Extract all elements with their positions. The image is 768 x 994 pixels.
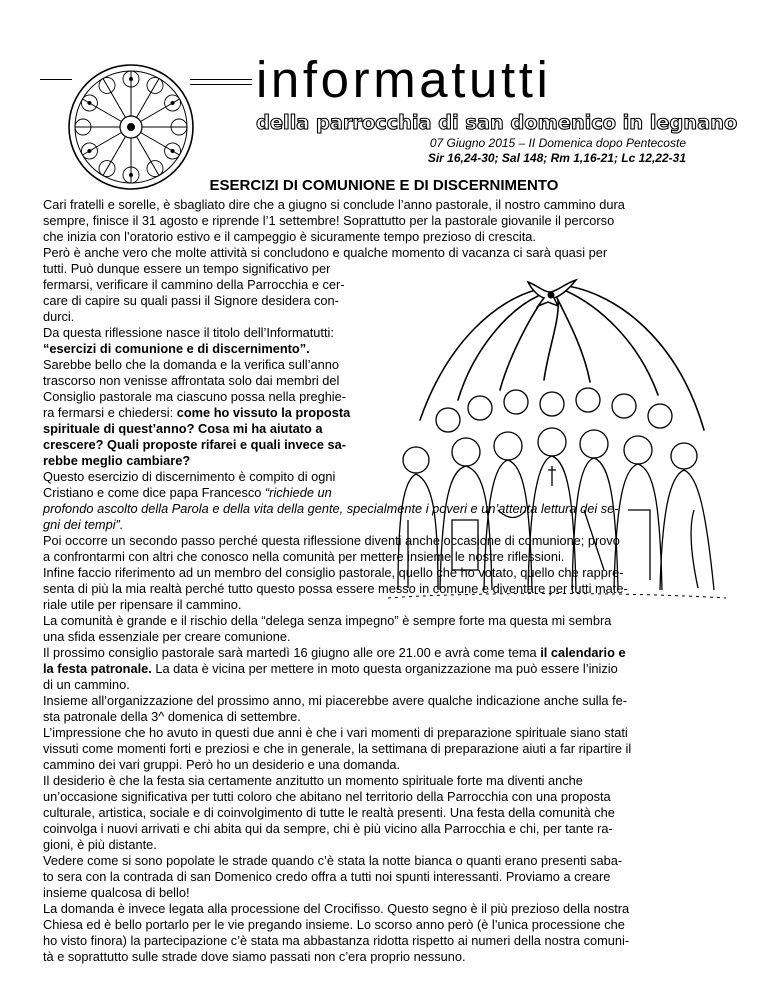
article-line: Da questa riflessione nasce il titolo dell’Informatutti: <box>43 325 334 340</box>
masthead-title: informatutti <box>256 51 552 108</box>
article-line: insieme qualcosa di bello! <box>43 885 190 900</box>
article-line: profondo ascolto della Parola e della vita della gente, specialmente i poveri e un’attenta lettura dei se- <box>43 501 619 516</box>
masthead-subtitle: della parrocchia di san domenico in legnano <box>256 111 738 134</box>
article-line: tà e soprattutto sulle strade dove siamo passati non c’era proprio nessuno. <box>43 949 466 964</box>
article-line: to sera con la contrada di san Domenico credo offra a tutti noi spunti interessanti. Proviamo a creare <box>43 869 611 884</box>
article-line: Però è anche vero che molte attività si concludono e qualche momento di vacanza ci sarà quasi per <box>43 245 608 260</box>
article-text: Il prossimo consiglio pastorale sarà martedì 16 giugno alle ore 21.00 e avrà come tema <box>43 645 541 660</box>
header-rule-right-bottom <box>190 84 252 85</box>
article-line: “esercizi di comunione e di discernimento”. <box>43 341 310 356</box>
article-line: crescere? Quali proposte rifarei e quali invece sa- <box>43 437 346 452</box>
article-emphasis: la festa patronale. <box>43 661 152 676</box>
article-line: care di capire su quali passi il Signore desidera con- <box>43 293 339 308</box>
article-line: di un cammino. <box>43 677 130 692</box>
article-line: Consiglio pastorale ma ciascuno possa nella preghie- <box>43 389 347 404</box>
article-line: senta di più la mia realtà perché tutto questo possa essere messo in comune e diventare per tutti mate- <box>43 581 628 596</box>
article-emphasis: come ho vissuto la proposta <box>176 405 351 420</box>
article-emphasis: il calendario e <box>540 645 626 660</box>
header-rule-left <box>40 79 72 80</box>
article-line: ho visto finora) la partecipazione c’è stata ma abbastanza ridotta rispetto ai numeri della nostra comuni- <box>43 933 630 948</box>
article-line: Poi occorre un secondo passo perché questa riflessione diventi anche occasione di comunione; provo <box>43 533 620 548</box>
article-line: Sarebbe bello che la domanda e la verifica sull’anno <box>43 357 339 372</box>
issue-date: 07 Giugno 2015 – II Domenica dopo Pentecoste <box>429 136 686 150</box>
article-line <box>43 405 386 421</box>
article-line <box>43 661 726 677</box>
article-line: spirituale di quest’anno? Cosa mi ha aiutato a <box>43 421 323 436</box>
rose-window-icon <box>66 62 196 192</box>
article-line: un’occasione significativa per tutti coloro che abitano nel territorio della Parrocchia con una proposta <box>43 789 611 804</box>
article-line: culturale, artistica, sociale e di coinvolgimento di tutte le realtà presenti. Una festa della comunità che <box>43 805 615 820</box>
article-line: gni dei tempi”. <box>43 517 124 532</box>
article-line: La domanda è invece legata alla processione del Crocifisso. Questo segno è il più prezioso della nostra <box>43 901 630 916</box>
header-rule-right-top <box>190 79 252 80</box>
article-line: vissuti come momenti forti e preziosi e che in generale, la settimana di preparazione aiuti a far ripartire il <box>43 741 632 756</box>
article-line: durci. <box>43 309 75 324</box>
article-line <box>43 485 386 501</box>
article-line: rebbe meglio cambiare? <box>43 453 191 468</box>
article-line: fermarsi, verificare il cammino della Parrocchia e cer- <box>43 277 345 292</box>
article-line: Chiesa ed è bello portarlo per le vie pregando insieme. Lo scorso anno però (è l’unica processione che <box>43 917 625 932</box>
liturgical-readings: Sir 16,24-30; Sal 148; Rm 1,16-21; Lc 12,22-31 <box>427 151 686 165</box>
article-line: La comunità è grande e il rischio della “delega senza impegno” è sempre forte ma questa mi sembra <box>43 613 612 628</box>
article-line: gioni, è più distante. <box>43 837 157 852</box>
article-line: coinvolga i nuovi arrivati e chi abita qui da sempre, chi è più vicino alla Parrocchia e chi, per tante ra- <box>43 821 613 836</box>
article-line: tutti. Può dunque essere un tempo significativo per <box>43 261 331 276</box>
article-line: trascorso non venisse affrontata solo dai membri del <box>43 373 340 388</box>
article-text: Cristiano e come dice papa Francesco <box>43 485 265 500</box>
article-line: Infine faccio riferimento ad un membro del consiglio pastorale, quello che ho votato, quello che rappre- <box>43 565 624 580</box>
article-line <box>43 645 726 661</box>
article-line: Vedere come si sono popolate le strade quando c’è stata la notte bianca o quanti erano presenti saba- <box>43 853 623 868</box>
article-line: L’impressione che ho avuto in questi due anni è che i vari momenti di preparazione spirituale siano stati <box>43 725 628 740</box>
article-line: che inizia con l’oratorio estivo e il campeggio è sicuramente tempo prezioso di crescita. <box>43 229 536 244</box>
article-quote: “richiede un <box>264 485 332 500</box>
article-line: a confrontarmi con altri che conosco nella comunità per mettere insieme le nostre riflessioni. <box>43 549 565 564</box>
article-line: una sfida essenziale per creare comunione. <box>43 629 291 644</box>
article-line: sta patronale della 3^ domenica di settembre. <box>43 709 301 724</box>
article-text: La data è vicina per mettere in moto questa organizzazione ma può essere l’inizio <box>151 661 618 676</box>
article-line: riale utile per ripensare il cammino. <box>43 597 242 612</box>
article-line: cammino dei vari gruppi. Però ho un desiderio e una domanda. <box>43 757 401 772</box>
article-text: ra fermarsi e chiedersi: <box>43 405 177 420</box>
article-line: Questo esercizio di discernimento è compito di ogni <box>43 469 336 484</box>
article-line: Cari fratelli e sorelle, è sbagliato dire che a giugno si conclude l’anno pastorale, il nostro cammino dura <box>43 197 625 212</box>
article-line: Insieme all’organizzazione del prossimo anno, mi piacerebbe avere qualche indicazione anche sulla fe- <box>43 693 628 708</box>
article-title: ESERCIZI DI COMUNIONE E DI DISCERNIMENTO <box>209 177 559 194</box>
article-line: Il desiderio è che la festa sia certamente anzitutto un momento spirituale forte ma diventi anche <box>43 773 583 788</box>
congregation-dove-illustration <box>388 270 726 610</box>
article-line: sempre, finisce il 31 agosto e riprende l’1 settembre! Soprattutto per la pastorale giovanile il percorso <box>43 213 615 228</box>
